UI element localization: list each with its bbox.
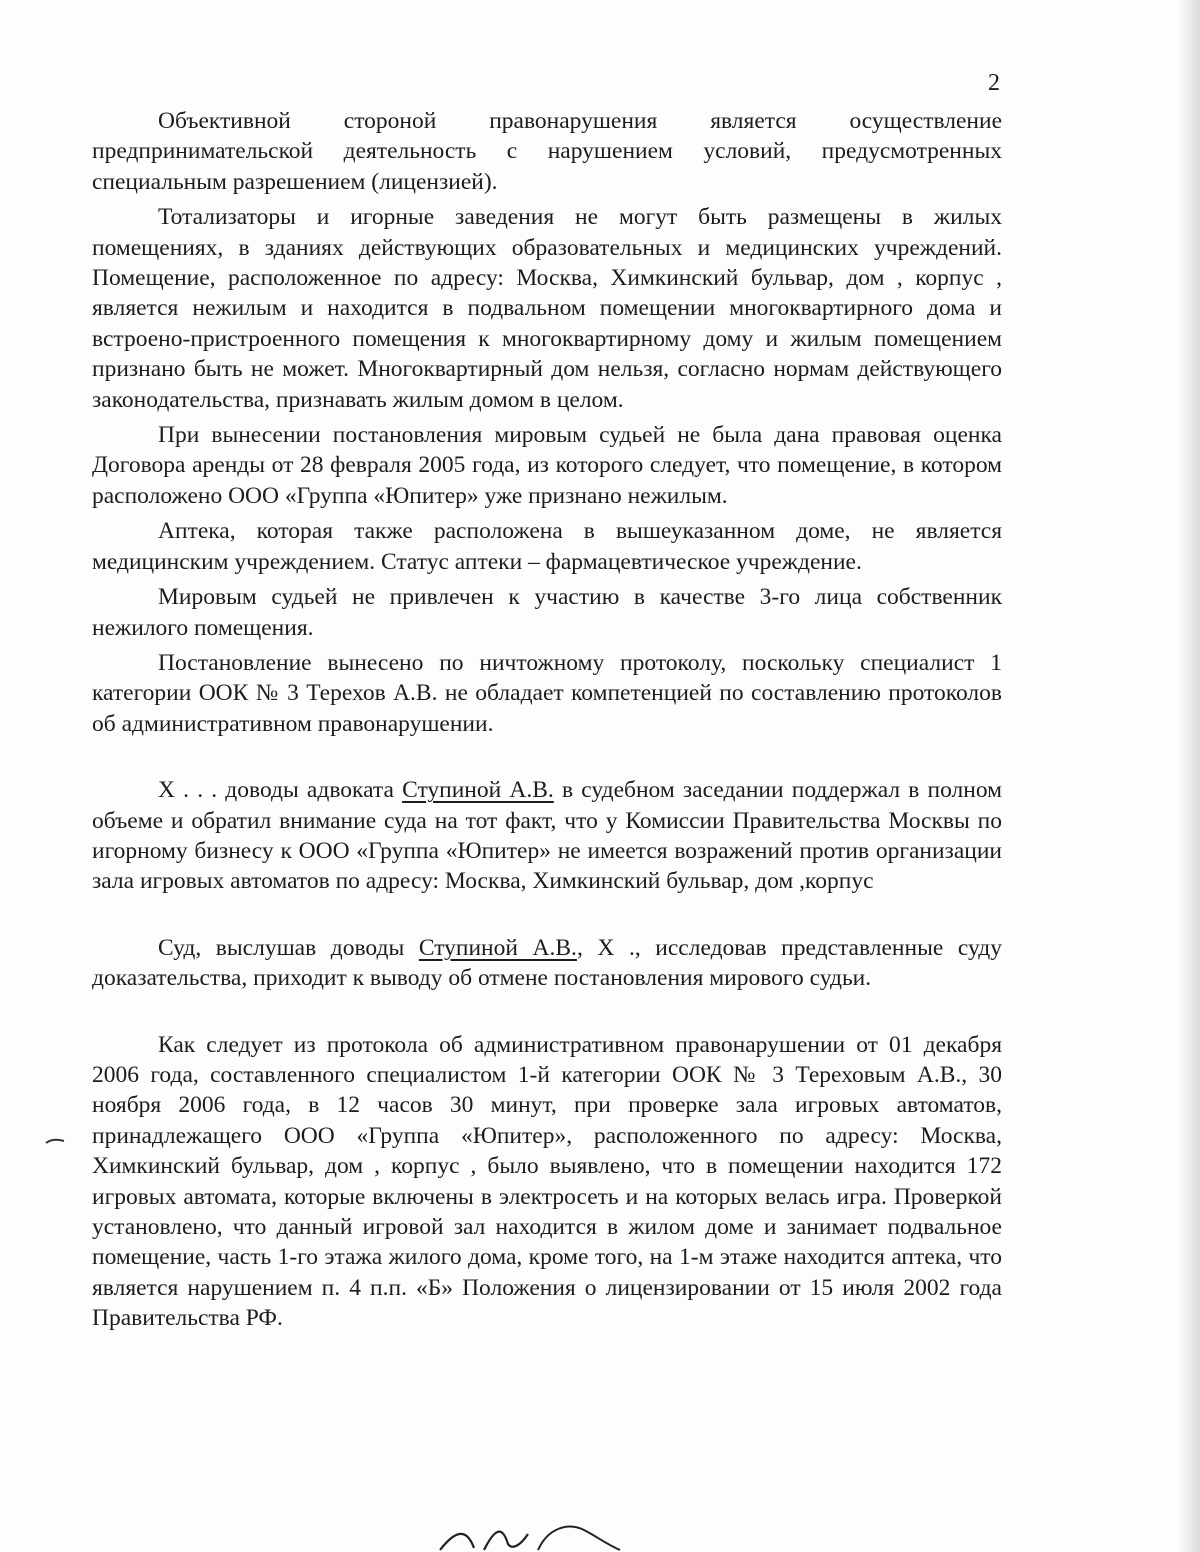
- advocate-name-underlined-2: Ступиной А.В.: [418, 934, 577, 961]
- court-conclusion-rest: , Х ., исследовав представленные суду доказательства, приходит к выводу об отмене постановления мирового судьи.: [92, 934, 1002, 992]
- advocate-support-start: Х . . . доводы адвоката: [158, 777, 394, 804]
- court-conclusion-start: Суд, выслушав доводы: [158, 934, 405, 961]
- advocate-support-rest: в судебном заседании поддержал в полном объеме и обратил внимание суда на тот факт, что у Комиссии Правительства Москвы по игорному бизнесу к ООО «Группа «Юпитер» не имеется возражений против организации зала игровых автоматов по адресу: Москва, Химкинский бульвар, дом ,корпус: [92, 777, 1003, 895]
- paragraph-objective-side: Объективной стороной правонарушения является осуществление предпринимательской деятельность с нарушением условий, предусмотренных специальным разрешением (лицензией).: [92, 108, 1002, 195]
- advocate-name-underlined: Ступиной А.В.: [402, 777, 554, 804]
- margin-pen-mark: [44, 1134, 66, 1148]
- page-number: 2: [988, 70, 1000, 96]
- paragraph-void-protocol: Постановление вынесено по ничтожному протоколу, поскольку специалист 1 категории ООК № 3 Терехов А.В. не обладает компетенцией по составлению протоколов об административном правонарушении.: [92, 649, 1002, 737]
- paragraph-lease-agreement: При вынесении постановления мировым судьей не была дана правовая оценка Договора аренды от 28 февраля 2005 года, из которого следует, что помещение, в котором расположено ООО «Группа «Юпитер» уже признано нежилым.: [92, 422, 1002, 509]
- paragraph-third-party: Мировым судьей не привлечен к участию в качестве 3-го лица собственник нежилого помещения.: [92, 584, 1002, 641]
- document-body: [92, 106, 1002, 1334]
- paragraph-protocol-details: Как следует из протокола об административном правонарушении от 01 декабря 2006 года, составленного специалистом 1-й категории ООК № 3 Тереховым А.В., 30 ноября 2006 года, в 12 часов 30 минут, при проверке зала игровых автоматов, принадлежащего ООО «Группа «Юпитер», расположенного по адресу: Москва, Химкинский бульвар, дом , корпус , было выявлено, что в помещении находится 172 игровых автомата, которые включены в электросеть и на которых велась игра. Проверкой установлено, что данный игровой зал находится в жилом доме и занимает подвальное помещение, часть 1-го этажа жилого дома, кроме того, на 1-м этаже находится аптека, что является нарушением п. 4 п.п. «Б» Положения о лицензировании от 15 июля 2002 года Правительства РФ.: [92, 1031, 1002, 1332]
- paragraph-court-conclusion: [92, 933, 1002, 994]
- paragraph-gaming-premises: Тотализаторы и игорные заведения не могут быть размещены в жилых помещениях, в зданиях действующих образовательных и медицинских учреждений. Помещение, расположенное по адресу: Москва, Химкинский бульвар, дом , корпус , является нежилым и находится в подвальном помещении многоквартирного дома и встроено-пристроенного помещения к многоквартирному дому и жилым помещением признано быть не может. Многоквартирный дом нельзя, согласно нормам действующего законодательства, признавать жилым домом в целом.: [92, 204, 1002, 413]
- scan-edge-shadow: [1178, 0, 1200, 1552]
- paragraph-advocate-support: [92, 775, 1002, 897]
- paragraph-pharmacy: Аптека, которая также расположена в вышеуказанном доме, не является медицинским учреждением. Статус аптеки – фармацевтическое учреждение.: [92, 518, 1002, 575]
- signature-graphic: [420, 1520, 660, 1552]
